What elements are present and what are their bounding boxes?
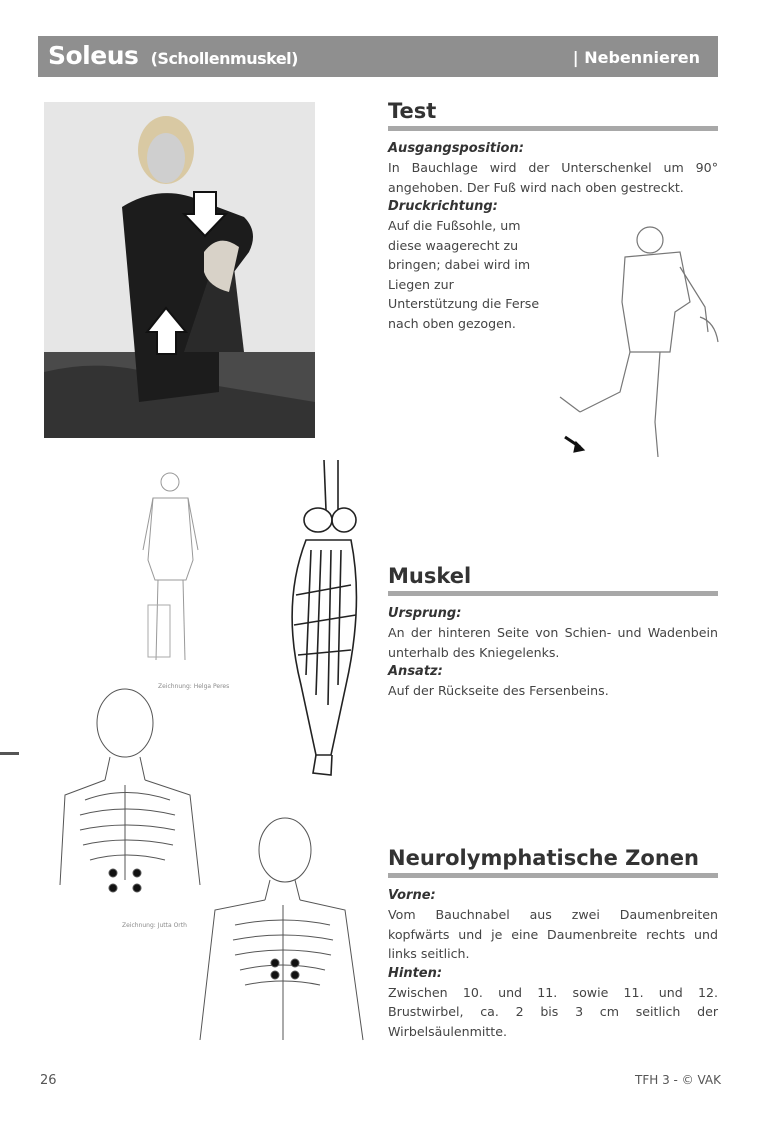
page-title <box>48 41 298 70</box>
start-position-text: In Bauchlage wird der Unterschenkel um 90° angehoben. Der Fuß wird nach oben gestreckt. <box>388 160 718 195</box>
insertion-label: Ansatz: <box>388 664 443 679</box>
zones-section <box>388 845 718 1041</box>
zones-heading: Neurolymphatische Zonen <box>388 846 699 870</box>
origin-label: Ursprung: <box>388 606 462 621</box>
front-label: Vorne: <box>388 888 436 903</box>
page-number: 26 <box>40 1073 57 1088</box>
back-figure-drawing <box>138 470 203 669</box>
muscle-heading: Muskel <box>388 564 472 588</box>
muscle-anatomy-drawing <box>276 455 371 784</box>
back-label: Hinten: <box>388 965 443 981</box>
back-text: Zwischen 10. und 11. sowie 11. und 12. Brustwirbel, ca. 2 bis 3 cm seitlich der Wirbelsäulenmitte. <box>388 984 718 1039</box>
drawing-credit-2: Zeichnung: Jutta Orth <box>122 922 187 929</box>
muscle-divider <box>388 591 718 596</box>
test-photo <box>44 102 315 438</box>
back-torso-drawing <box>195 815 370 1054</box>
front-torso-drawing <box>55 685 215 904</box>
drawing-credit-1: Zeichnung: Helga Peres <box>158 683 230 690</box>
header-bar <box>38 36 718 77</box>
zones-divider <box>388 873 718 878</box>
margin-mark <box>0 752 19 755</box>
test-heading: Test <box>388 99 437 123</box>
insertion-text: Auf der Rückseite des Fersenbeins. <box>388 683 609 698</box>
test-drawing <box>540 222 720 466</box>
test-divider <box>388 126 718 131</box>
muscle-subtitle: (Schollenmuskel) <box>150 49 298 68</box>
organ-label: | Nebennieren <box>572 48 700 67</box>
muscle-section <box>388 563 718 701</box>
front-text: Vom Bauchnabel aus zwei Daumenbreiten kopfwärts und je eine Daumenbreite rechts und links seitlich. <box>388 907 718 961</box>
origin-text: An der hinteren Seite von Schien- und Wadenbein unterhalb des Kniegelenks. <box>388 625 718 660</box>
muscle-name: Soleus <box>48 41 139 70</box>
start-position-label: Ausgangsposition: <box>388 141 524 156</box>
copyright-note: TFH 3 - © VAK <box>635 1073 721 1087</box>
pressure-direction-label: Druckrichtung: <box>388 199 498 214</box>
pressure-direction-text: Auf die Fußsohle, um diese waagerecht zu bringen; dabei wird im Liegen zur Unterstützung die Ferse nach oben gezogen. <box>388 218 540 331</box>
